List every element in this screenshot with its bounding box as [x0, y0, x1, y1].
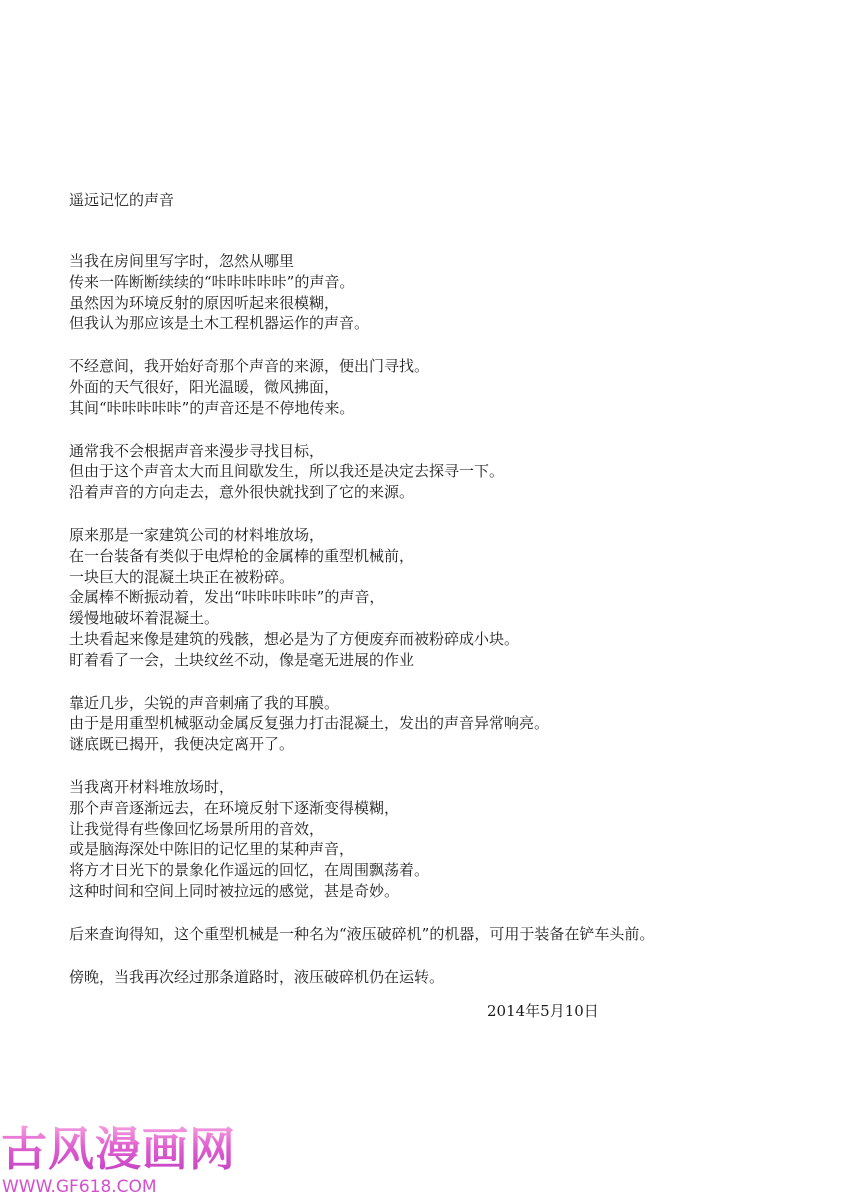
text-line: 通常我不会根据声音来漫步寻找目标， — [69, 441, 325, 460]
watermark-logo: 古风漫画网 — [1, 1122, 236, 1176]
paragraph — [69, 525, 789, 671]
text-line: 当我离开材料堆放场时， — [69, 777, 235, 796]
text-line: 在一台装备有类似于电焊枪的金属棒的重型机械前， — [69, 546, 415, 565]
text-line: 金属棒不断振动着，发出“咔咔咔咔咔”的声音， — [69, 588, 385, 607]
document-date: 2014年5月10日 — [487, 1002, 599, 1020]
text-line: 但我认为那应该是土木工程机器运作的声音。 — [69, 314, 370, 333]
paragraph — [69, 441, 789, 503]
text-line: 让我觉得有些像回忆场景所用的音效， — [69, 819, 325, 838]
text-line: 沿着声音的方向走去，意外很快就找到了它的来源。 — [69, 483, 415, 502]
text-line: 外面的天气很好，阳光温暖，微风拂面， — [69, 377, 340, 396]
paragraph — [69, 967, 789, 988]
paragraph — [69, 356, 789, 418]
text-line: 将方才日光下的景象化作遥远的回忆，在周围飘荡着。 — [69, 861, 430, 880]
text-line: 谜底既已揭开，我便决定离开了。 — [69, 735, 295, 754]
text-line: 不经意间，我开始好奇那个声音的来源，便出门寻找。 — [69, 357, 430, 376]
document-body — [69, 251, 789, 1009]
site-watermark — [0, 1122, 236, 1200]
text-line: 当我在房间里写字时，忽然从哪里 — [69, 252, 295, 270]
text-line: 原来那是一家建筑公司的材料堆放场， — [69, 525, 325, 544]
text-line: 缓慢地破坏着混凝土。 — [69, 609, 220, 628]
text-line: 虽然因为环境反射的原因听起来很模糊， — [69, 293, 340, 312]
paragraph — [69, 777, 789, 902]
text-line: 但由于这个声音太大而且间歇发生，所以我还是决定去探寻一下。 — [69, 462, 505, 481]
document-title: 遥远记忆的声音 — [69, 191, 175, 209]
text-line: 那个声音逐渐远去，在环境反射下逐渐变得模糊， — [69, 798, 400, 817]
text-line: 这种时间和空间上同时被拉远的感觉，甚是奇妙。 — [69, 881, 400, 900]
paragraph — [69, 693, 789, 755]
text-line: 后来查询得知，这个重型机械是一种名为“液压破碎机”的机器，可用于装备在铲车头前。 — [69, 924, 655, 943]
paragraph — [69, 251, 789, 334]
text-line: 由于是用重型机械驱动金属反复强力打击混凝土，发出的声音异常响亮。 — [69, 714, 550, 733]
text-line: 盯着看了一会，土块纹丝不动，像是毫无进展的作业 — [69, 650, 415, 669]
paragraph — [69, 924, 789, 945]
text-line: 一块巨大的混凝土块正在被粉碎。 — [69, 567, 295, 586]
text-line: 土块看起来像是建筑的残骸，想必是为了方便废弃而被粉碎成小块。 — [69, 629, 520, 648]
text-line: 其间“咔咔咔咔咔”的声音还是不停地传来。 — [69, 398, 355, 417]
text-line: 传来一阵断断续续的“咔咔咔咔咔”的声音。 — [69, 272, 355, 291]
text-line: 傍晚，当我再次经过那条道路时，液压破碎机仍在运转。 — [69, 967, 445, 986]
watermark-url: WWW.GF618.COM — [2, 1177, 157, 1197]
text-line: 靠近几步，尖锐的声音刺痛了我的耳膜。 — [69, 693, 340, 712]
text-line: 或是脑海深处中陈旧的记忆里的某种声音， — [69, 840, 355, 859]
